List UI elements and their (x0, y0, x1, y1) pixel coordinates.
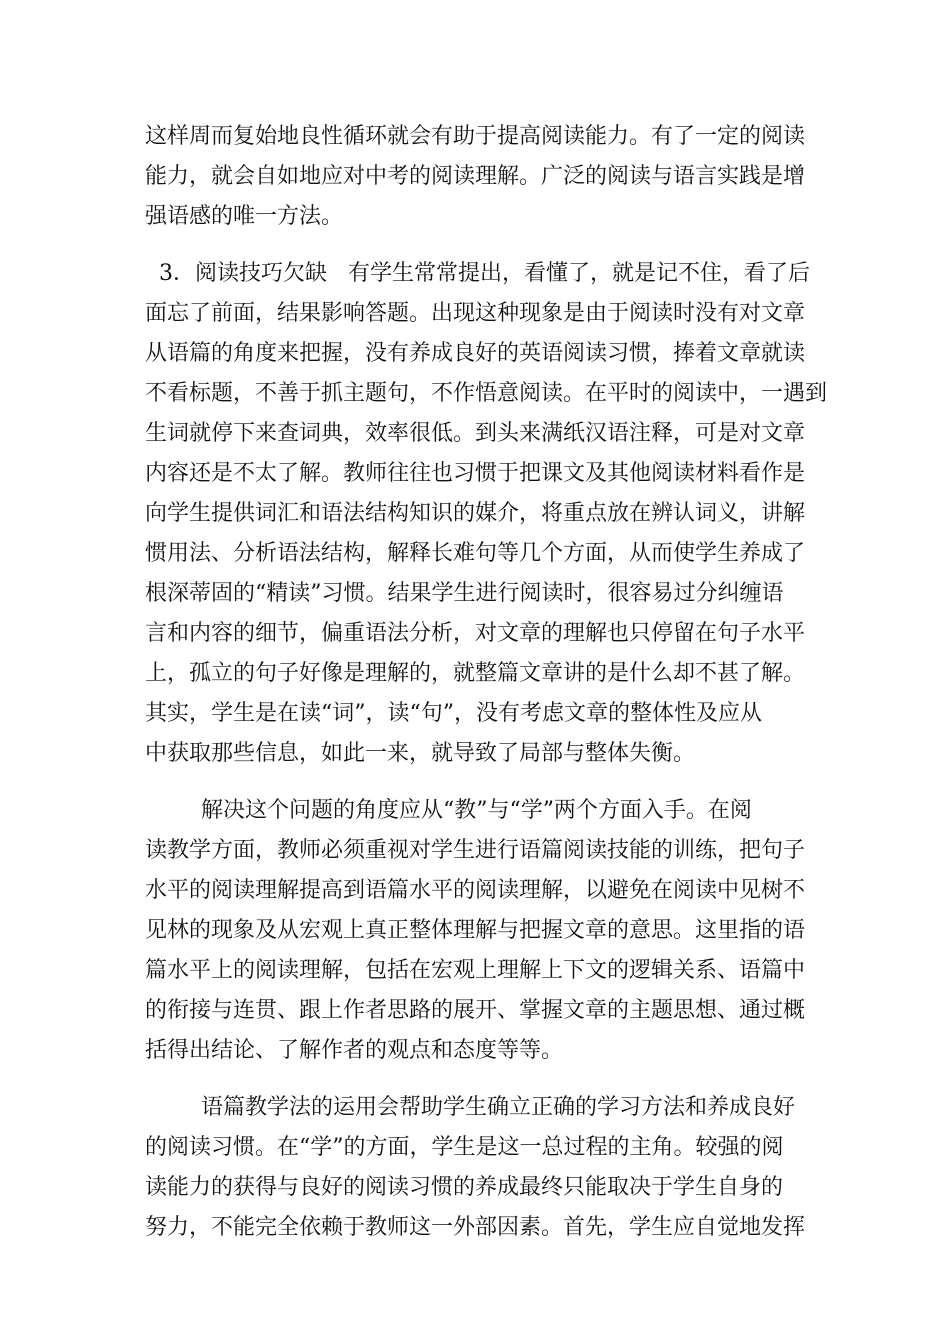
text-line: 不看标题，不善于抓主题句，不作悟意阅读。在平时的阅读中，一遇到 (145, 381, 828, 406)
text-line: 生词就停下来查词典，效率很低。到头来满纸汉语注释，可是对文章 (145, 421, 806, 446)
text-line: 其实，学生是在读“词”，读“句”，没有考虑文章的整体性及应从 (145, 701, 762, 726)
text-line: 中获取那些信息，如此一来，就导致了局部与整体失衡。 (145, 741, 696, 766)
text-line: 解决这个问题的角度应从“教”与“学”两个方面入手。在阅 (145, 798, 752, 823)
text-line: 言和内容的细节，偏重语法分析，对文章的理解也只停留在句子水平 (145, 621, 806, 646)
text-line: 能力，就会自如地应对中考的阅读理解。广泛的阅读与语言实践是增 (145, 164, 806, 189)
text-line: 内容还是不太了解。教师往往也习惯于把课文及其他阅读材料看作是 (145, 461, 806, 486)
text-line: 面忘了前面，结果影响答题。出现这种现象是由于阅读时没有对文章 (145, 301, 806, 326)
text-line: 强语感的唯一方法。 (145, 204, 344, 229)
text-line: 努力，不能完全依赖于教师这一外部因素。首先，学生应自觉地发挥 (145, 1215, 806, 1240)
text-line: 根深蒂固的“精读”习惯。结果学生进行阅读时，很容易过分纠缠语 (145, 581, 784, 606)
text-line: 括得出结论、了解作者的观点和态度等等。 (145, 1038, 564, 1063)
text-line: 读能力的获得与良好的阅读习惯的养成最终只能取决于学生自身的 (145, 1175, 784, 1200)
text-line: 读教学方面，教师必须重视对学生进行语篇阅读技能的训练，把句子 (145, 838, 806, 863)
text-line: 见林的现象及从宏观上真正整体理解与把握文章的意思。这里指的语 (145, 918, 806, 943)
text-line: 这样周而复始地良性循环就会有助于提高阅读能力。有了一定的阅读 (145, 124, 806, 149)
text-line: 3．阅读技巧欠缺 有学生常常提出，看懂了，就是记不住，看了后 (145, 261, 810, 286)
text-line: 语篇教学法的运用会帮助学生确立正确的学习方法和养成良好 (145, 1095, 795, 1120)
text-line: 惯用法、分析语法结构，解释长难句等几个方面，从而使学生养成了 (145, 541, 806, 566)
text-line: 篇水平上的阅读理解，包括在宏观上理解上下文的逻辑关系、语篇中 (145, 958, 806, 983)
text-line: 从语篇的角度来把握，没有养成良好的英语阅读习惯，捧着文章就读 (145, 341, 806, 366)
text-line: 向学生提供词汇和语法结构知识的媒介，将重点放在辨认词义，讲解 (145, 501, 806, 526)
text-line: 水平的阅读理解提高到语篇水平的阅读理解，以避免在阅读中见树不 (145, 878, 806, 903)
text-line: 上，孤立的句子好像是理解的，就整篇文章讲的是什么却不甚了解。 (145, 661, 806, 686)
text-line: 的衔接与连贯、跟上作者思路的展开、掌握文章的主题思想、通过概 (145, 998, 806, 1023)
text-line: 的阅读习惯。在“学”的方面，学生是这一总过程的主角。较强的阅 (145, 1135, 784, 1160)
